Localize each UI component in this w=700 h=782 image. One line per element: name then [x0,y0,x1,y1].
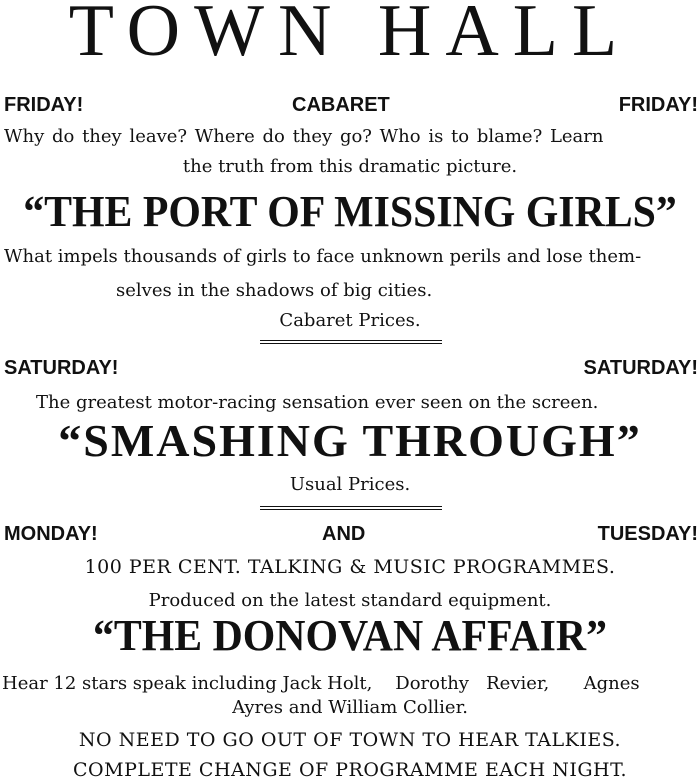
notice-complete-change: COMPLETE CHANGE OF PROGRAMME EACH NIGHT. [73,759,627,781]
friday-left-label: FRIDAY! [4,94,84,116]
film-title-donovan-affair: “THE DONOVAN AFFAIR” [92,611,608,660]
cast-line-2: Ayres and William Collier. [232,697,468,718]
saturday-left-label: SATURDAY! [4,357,119,379]
friday-intro-line-2: the truth from this dramatic picture. [182,156,518,177]
monday-label: MONDAY! [4,523,98,545]
section-divider-1 [260,340,442,344]
friday-description-line-2: selves in the shadows of big cities. [116,280,433,301]
notice-no-need-to-go-out: NO NEED TO GO OUT OF TOWN TO HEAR TALKIES. [78,729,622,751]
friday-description-line-1: What impels thousands of girls to face unknown perils and lose them- [4,246,642,267]
talking-music-programmes: 100 PER CENT. TALKING & MUSIC PROGRAMMES. [84,556,616,578]
standard-equipment-line: Produced on the latest standard equipment. [148,590,552,611]
page-title: TOWN HALL [68,0,632,72]
saturday-intro: The greatest motor-racing sensation ever seen on the screen. [36,392,599,413]
saturday-right-label: SATURDAY! [583,357,698,379]
cabaret-label: CABARET [292,94,390,116]
film-title-smashing-through: “SMASHING THROUGH” [58,415,642,466]
usual-prices: Usual Prices. [289,474,411,495]
section-divider-2 [260,506,442,510]
and-label: AND [322,523,366,545]
friday-right-label: FRIDAY! [618,94,698,116]
friday-intro-line-1: Why do they leave? Where do they go? Who is to blame? Learn [4,126,604,147]
film-title-port-of-missing-girls: “THE PORT OF MISSING GIRLS” [23,187,677,236]
cast-line-1: Hear 12 stars speak including Jack Holt, Dorothy Revier, Agnes [2,673,640,694]
tuesday-label: TUESDAY! [597,523,698,545]
cabaret-prices: Cabaret Prices. [279,310,421,331]
